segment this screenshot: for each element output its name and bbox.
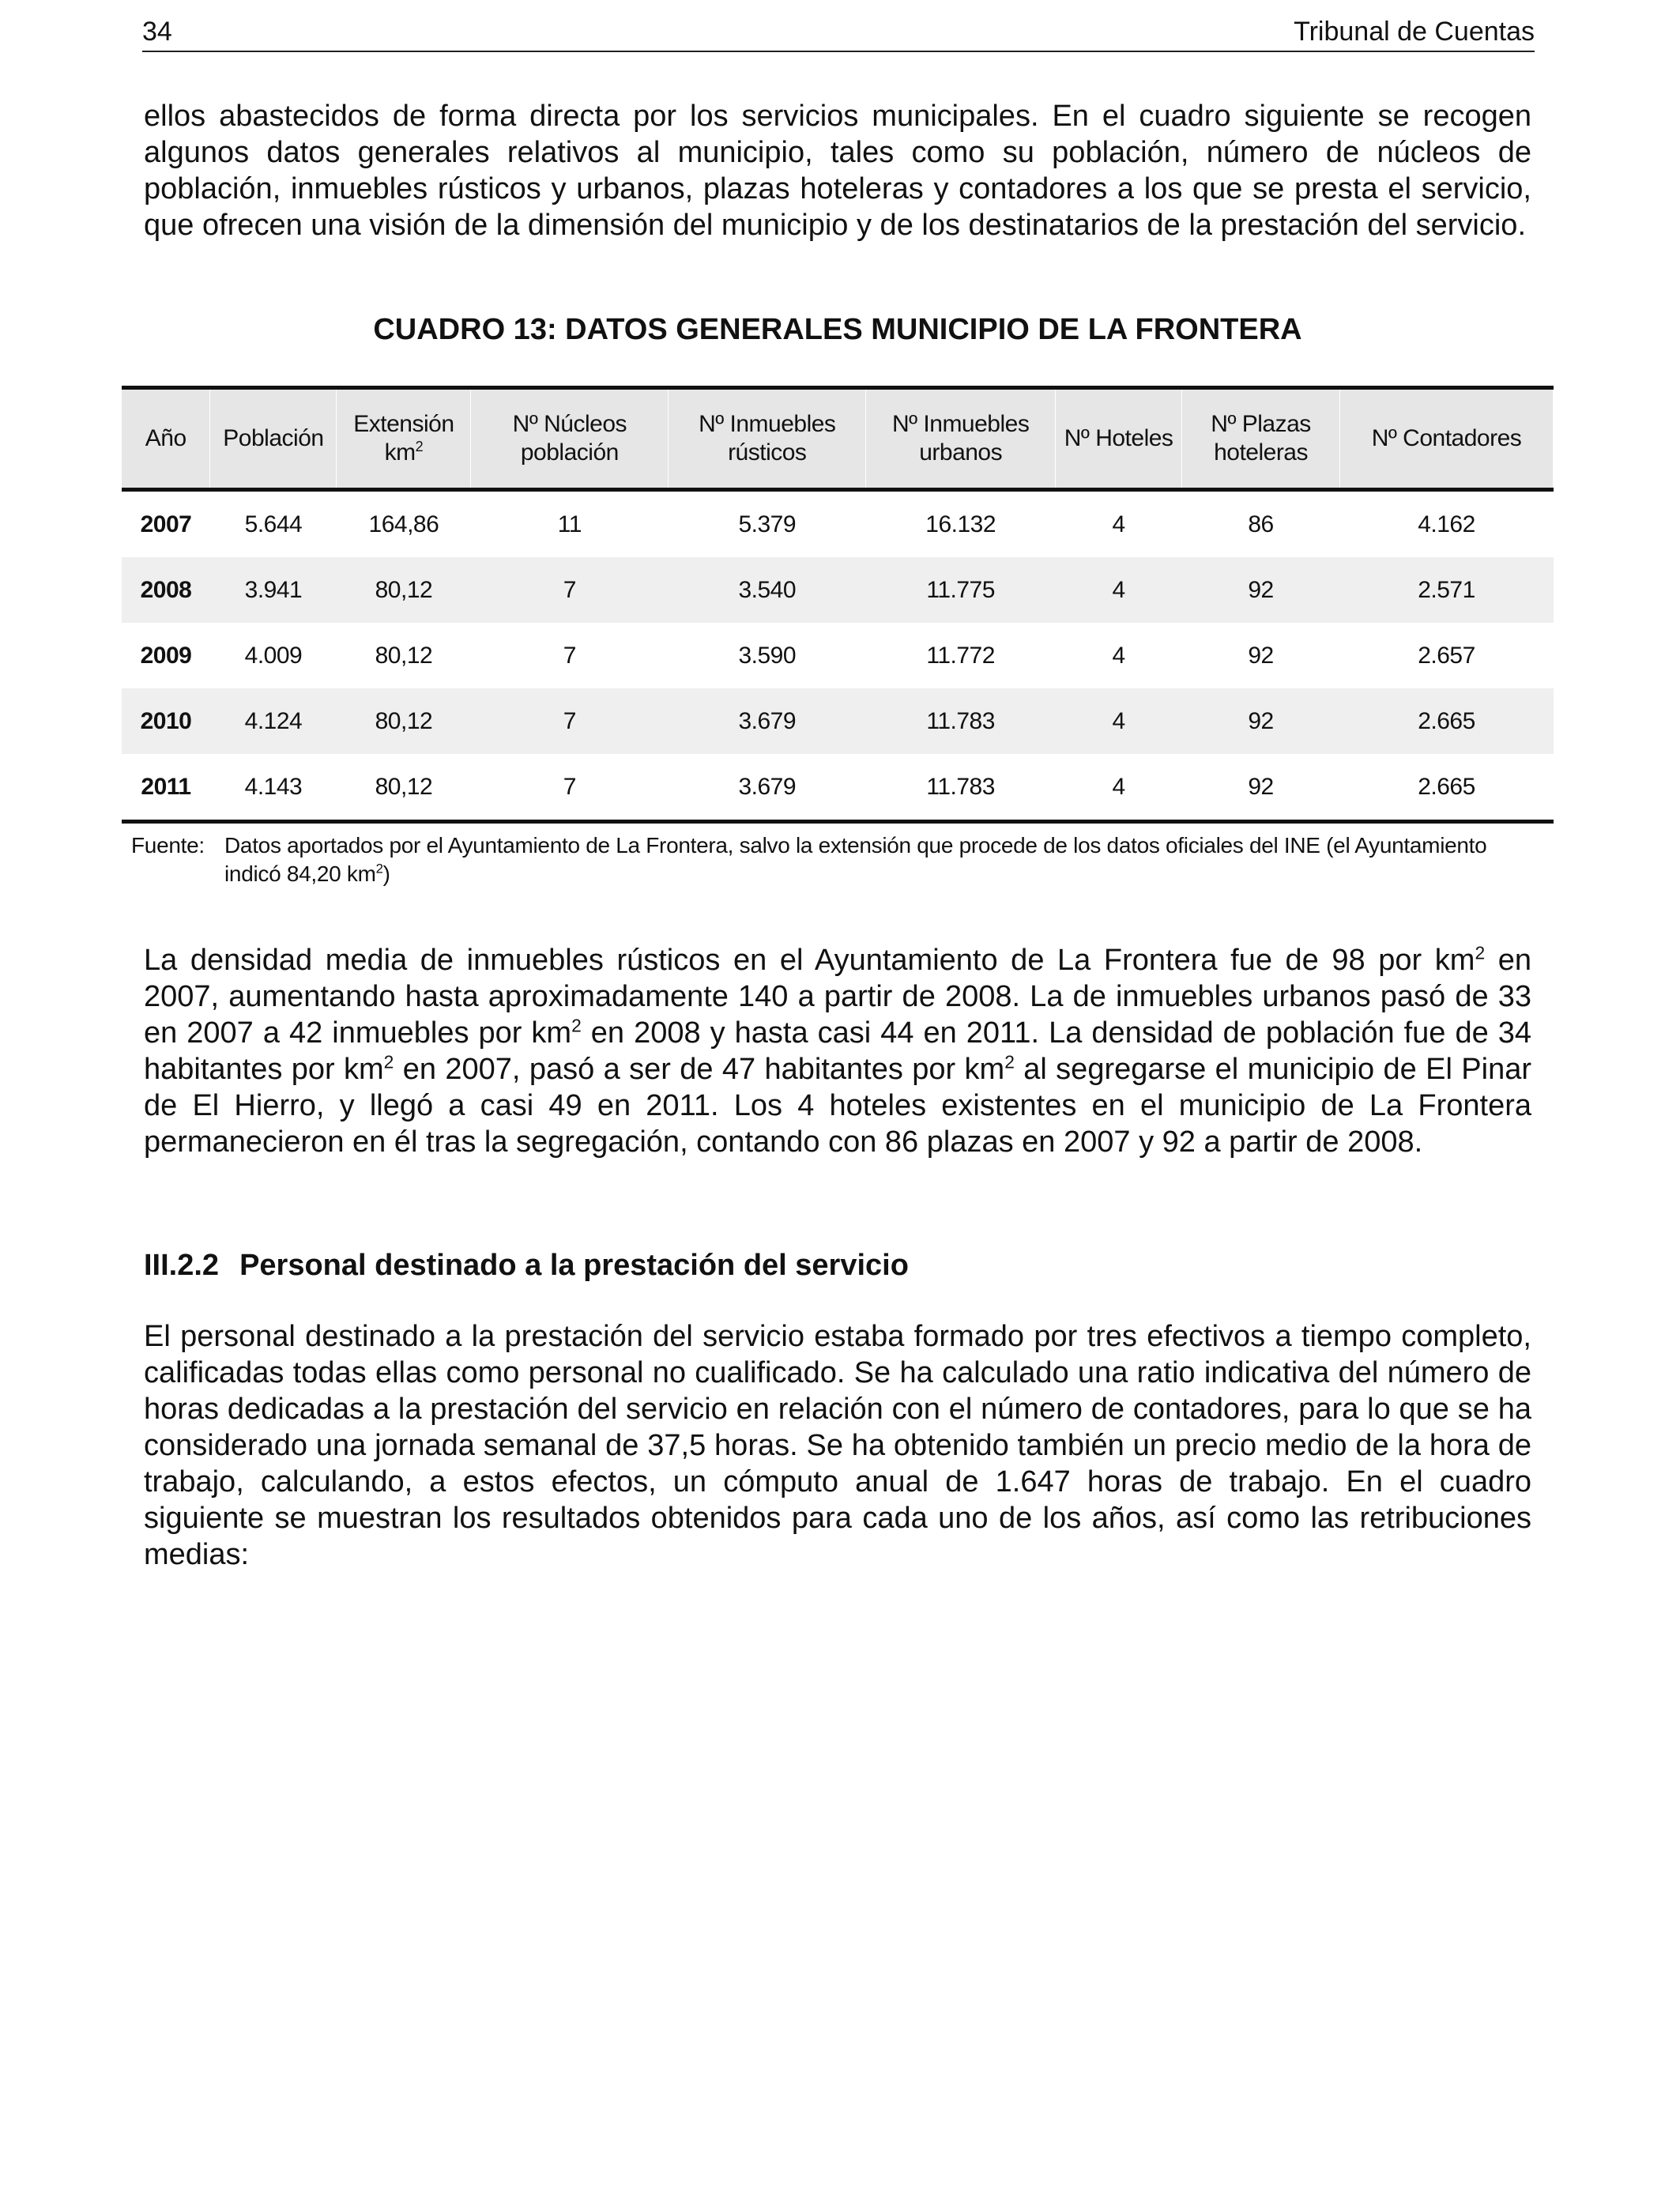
- cell-rustic: 3.540: [738, 576, 797, 603]
- cell-meters: 2.657: [1418, 642, 1475, 669]
- cell-extension: 80,12: [375, 642, 433, 669]
- table-title: CUADRO 13: DATOS GENERALES MUNICIPIO DE LA FRONTERA: [373, 313, 1302, 346]
- header-urban: Nº Inmuebles urbanos: [866, 388, 1056, 490]
- cell-beds: 92: [1182, 754, 1340, 822]
- cell-meters: 2.665: [1418, 707, 1475, 734]
- cell-year: 2010: [140, 707, 192, 734]
- cell-urban: 11.783: [926, 707, 995, 734]
- header-population: Población: [210, 388, 337, 490]
- cell-nuclei: 7: [471, 754, 669, 822]
- cell-hotels: 4: [1056, 754, 1182, 822]
- cell-hotels: 4: [1112, 707, 1125, 734]
- cell-extension: 80,12: [375, 707, 433, 734]
- intro-paragraph: ellos abastecidos de forma directa por los servicios municipales. En el cuadro siguiente se recogen algunos datos generales relativos al municipio, tales como su población, número de núcleos de población, inmuebles rústicos y urbanos, plazas hoteleras y contadores a los que se presta el servicio, que ofrecen una visión de la dimensión del municipio y de los destinatarios de la prestación del servicio.: [144, 100, 1531, 242]
- cell-rustic: 5.379: [738, 511, 797, 537]
- page-number: 34: [142, 17, 172, 47]
- source-text: Datos aportados por el Ayuntamiento de La Frontera, salvo la extensión que procede de los datos oficiales del INE (el Ayuntamiento indicó 84,20 $km^2$): [224, 833, 1487, 886]
- cell-urban: 11.775: [926, 576, 995, 603]
- table-row: [122, 557, 1554, 623]
- table-row: [122, 688, 1554, 754]
- cell-meters: 2.665: [1340, 754, 1554, 822]
- cell-population: 5.644: [244, 511, 303, 537]
- header-extension: Extensión $km^2$: [337, 388, 471, 490]
- cell-nuclei: 7: [563, 576, 576, 603]
- cell-population: 3.941: [244, 576, 303, 603]
- publication-name: Tribunal de Cuentas: [1294, 17, 1535, 47]
- cell-nuclei: 7: [563, 642, 576, 669]
- cell-nuclei: 7: [563, 707, 576, 734]
- header-rustic: Nº Inmuebles rústicos: [669, 388, 866, 490]
- source-label: Fuente:: [131, 833, 205, 858]
- cell-population: 4.009: [244, 642, 303, 669]
- cell-extension: 164,86: [368, 511, 439, 537]
- page-header: [142, 14, 1535, 52]
- cell-beds: 92: [1248, 642, 1274, 669]
- table-source-note: [131, 831, 1538, 888]
- cell-rustic: 3.679: [738, 707, 797, 734]
- cell-nuclei: 11: [557, 511, 582, 537]
- cell-beds: 92: [1248, 707, 1274, 734]
- cell-urban: 16.132: [925, 511, 996, 537]
- header-hotels: Nº Hoteles: [1056, 388, 1182, 490]
- header-meters: Nº Contadores: [1340, 388, 1554, 490]
- cell-year: 2007: [140, 511, 192, 537]
- cell-hotels: 4: [1112, 642, 1125, 669]
- staff-paragraph: El personal destinado a la prestación del servicio estaba formado por tres efectivos a tiempo completo, calificadas todas ellas como personal no cualificado. Se ha calculado una ratio indicativa del número de horas dedicadas a la prestación del servicio en relación con el número de contadores, para lo que se ha considerado una jornada semanal de 37,5 horas. Se ha obtenido también un precio medio de la hora de trabajo, calculando, a estos efectos, un cómputo anual de 1.647 horas de trabajo. En el cuadro siguiente se muestran los resultados obtenidos para cada uno de los años, así como las retribuciones medias:: [144, 1320, 1531, 1571]
- cell-meters: 4.162: [1418, 511, 1475, 537]
- cell-rustic: 3.590: [738, 642, 797, 669]
- table-row: [122, 754, 1554, 822]
- section-title: Personal destinado a la prestación del servicio: [239, 1249, 909, 1282]
- table-row: [122, 490, 1554, 558]
- header-beds: Nº Plazas hoteleras: [1182, 388, 1340, 490]
- cell-beds: 86: [1248, 511, 1274, 537]
- cell-urban: 11.783: [866, 754, 1056, 822]
- table-row: [122, 623, 1554, 688]
- cell-population: 4.124: [244, 707, 303, 734]
- cell-extension: 80,12: [337, 754, 471, 822]
- cell-year: 2008: [140, 576, 192, 603]
- cell-meters: 2.571: [1418, 576, 1475, 603]
- density-paragraph: La densidad media de inmuebles rústicos en el Ayuntamiento de La Frontera fue de 98 por $km^2$ en 2007, aumentando hasta aproximadamente 140 a partir de 2008. La de inmuebles urbanos pasó de 33 en 2007 a 42 inmuebles por $km^2$ en 2008 y hasta casi 44 en 2011. La densidad de población fue de 34 habitantes por $km^2$ en 2007, pasó a ser de 47 habitantes por $km^2$ al segregarse el municipio de El Pinar de El Hierro, y llegó a casi 49 en 2011. Los 4 hoteles existentes en el municipio de La Frontera permanecieron en él tras la segregación, contando con 86 plazas en 2007 y 92 a partir de 2008.: [144, 942, 1532, 1159]
- cell-population: 4.143: [210, 754, 337, 822]
- header-nuclei: Nº Núcleos población: [471, 388, 669, 490]
- data-table: [122, 386, 1554, 824]
- cell-urban: 11.772: [926, 642, 995, 669]
- cell-year: 2009: [140, 642, 192, 669]
- cell-extension: 80,12: [375, 576, 433, 603]
- cell-hotels: 4: [1112, 511, 1125, 537]
- cell-hotels: 4: [1112, 576, 1125, 603]
- header-year: Año: [122, 388, 210, 490]
- cell-rustic: 3.679: [669, 754, 866, 822]
- cell-beds: 92: [1248, 576, 1274, 603]
- section-heading: [144, 1249, 909, 1283]
- section-number: III.2.2: [144, 1249, 220, 1282]
- table-header-row: [122, 388, 1554, 490]
- cell-year: 2011: [122, 754, 210, 822]
